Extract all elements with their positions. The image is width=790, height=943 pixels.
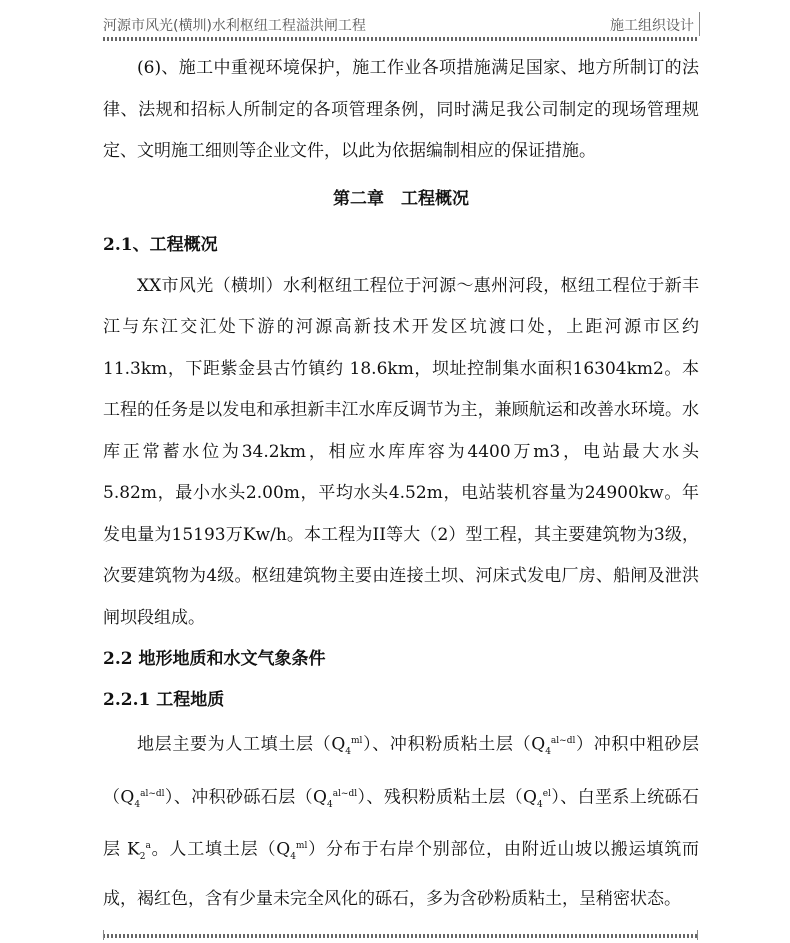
geology-subscript: 4 bbox=[326, 799, 333, 810]
geology-superscript: el bbox=[542, 788, 551, 799]
geology-superscript: ml bbox=[351, 736, 363, 746]
geology-superscript: al~dl bbox=[140, 788, 165, 799]
running-header bbox=[103, 12, 698, 38]
geology-subscript: 2 bbox=[139, 852, 146, 863]
geology-subscript: 4 bbox=[134, 799, 141, 810]
paragraph-env-protection: (6)、施工中重视环境保护，施工作业各项措施满足国家、地方所制订的法律、法规和招标人所制定的各项管理条例，同时满足我公司制定的现场管理规定、文明施工细则等企业文件，以此为依据编制相应的保证措施。 bbox=[103, 58, 699, 161]
geology-text: 。人工填土层（Q bbox=[150, 839, 291, 860]
geology-subscript: 4 bbox=[536, 799, 543, 810]
section-heading-2-1: 2.1、工程概况 bbox=[103, 234, 218, 255]
header-rule bbox=[103, 37, 698, 41]
geology-text: ）、冲积粉质粘土层（Q bbox=[362, 734, 546, 755]
document-body bbox=[103, 48, 699, 920]
geology-text: ）分布于右岸个别部位，由附近山坡以搬运填筑而成，褐红色，含有少量未完全风化的砾石，多为含砂粉质粘土，呈稍密状态。 bbox=[103, 839, 700, 909]
geology-superscript: al~dl bbox=[332, 788, 358, 799]
geology-superscript: a bbox=[145, 841, 151, 852]
geology-subscript: 4 bbox=[290, 852, 296, 863]
header-project-title: 河源市风光(横圳)水利枢纽工程溢洪闸工程 bbox=[103, 18, 366, 34]
geology-text: 地层主要为人工填土层（Q bbox=[137, 734, 346, 755]
paragraph-geology bbox=[103, 721, 699, 920]
geology-superscript: ml bbox=[295, 841, 308, 852]
footer-margin-mark-right bbox=[697, 930, 698, 940]
geology-superscript: al~dl bbox=[550, 736, 576, 746]
header-section-title: 施工组织设计 bbox=[610, 18, 694, 34]
geology-subscript: 4 bbox=[545, 747, 551, 758]
chapter-heading: 第二章 工程概况 bbox=[333, 188, 469, 209]
geology-subscript: 4 bbox=[345, 747, 351, 758]
paragraph-project-overview: XX市风光（横圳）水利枢纽工程位于河源～惠州河段，枢纽工程位于新丰江与东江交汇处下游的河源高新技术开发区坑渡口处，上距河源市区约 11.3km，下距紫金县古竹镇约 18.6km，坝址控制集水面积16304km2。本工程的任务是以发电和承担新丰江水库反调节为主，兼顾航运和改善水环境。水库正常蓄水位为34.2km，相应水库库容为4400万m3，电站最大水头5.82m，最小水头2.00m，平均水头4.52m，电站装机容量为24900kw。年发电量为15193万Kw/h。本工程为II等大（2）型工程，其主要建筑物为3级，次要建筑物为4级。枢纽建筑物主要由连接土坝、河床式发电厂房、船闸及泄洪闸坝段组成。 bbox=[103, 275, 699, 628]
geology-text: ）、冲积砂砾石层（Q bbox=[164, 787, 327, 808]
header-margin-mark bbox=[699, 12, 700, 36]
footer-margin-mark-left bbox=[103, 930, 104, 940]
geology-text: ）、白垩系上统砾石层 K bbox=[103, 787, 700, 860]
footer-rule bbox=[103, 934, 698, 938]
geology-text: ）冲积中粗砂层（Q bbox=[103, 734, 700, 808]
section-heading-2-2: 2.2 地形地质和水文气象条件 bbox=[103, 649, 326, 669]
section-heading-2-2-1: 2.2.1 工程地质 bbox=[103, 690, 225, 710]
geology-text: ）、残积粉质粘土层（Q bbox=[357, 787, 537, 808]
